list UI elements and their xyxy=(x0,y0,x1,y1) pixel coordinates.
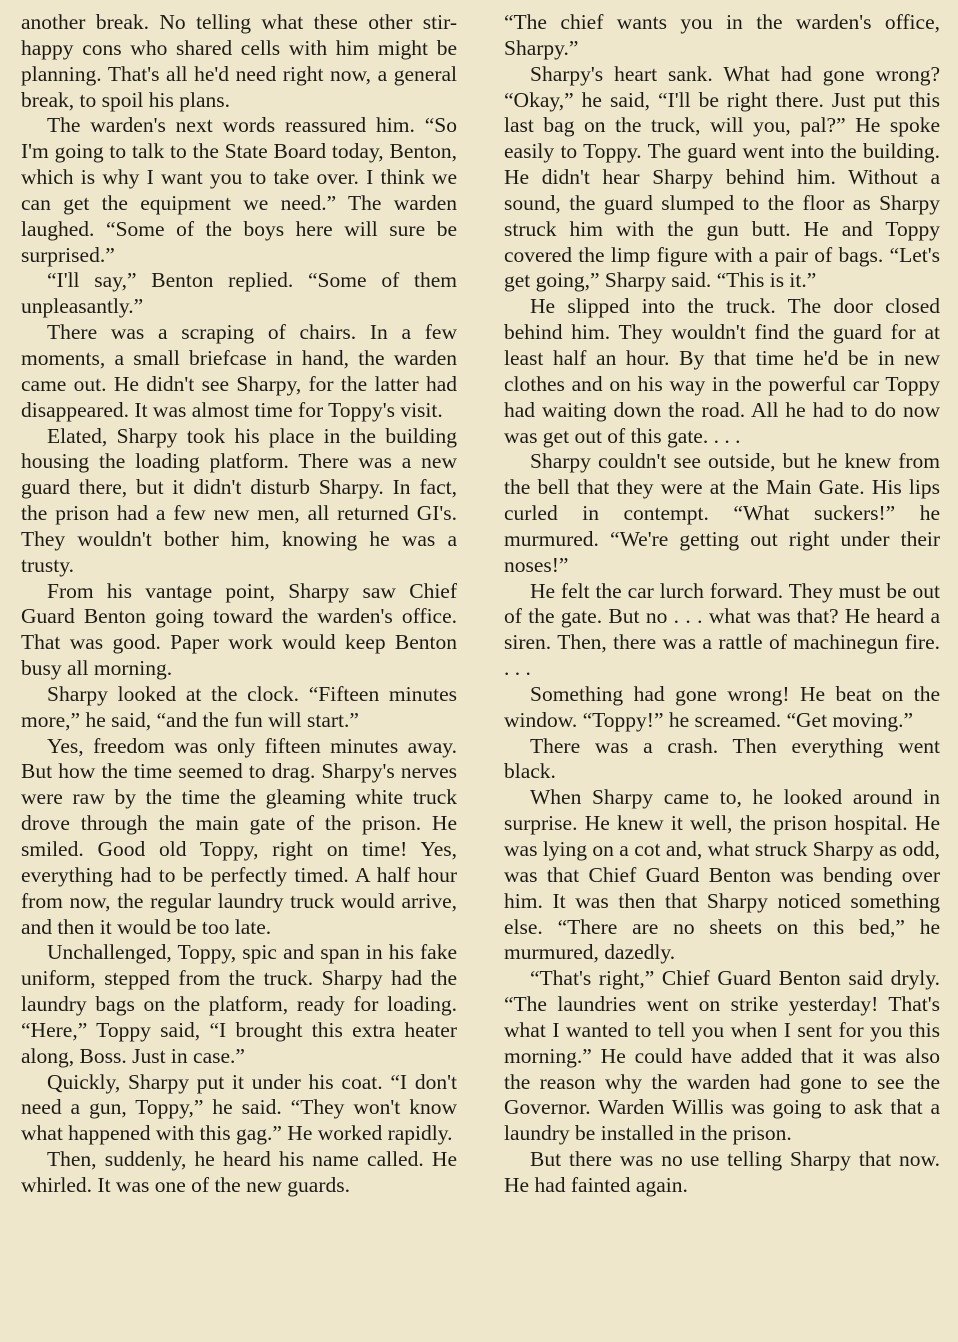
paragraph: But there was no use telling Sharpy that now. He had fainted again. xyxy=(504,1147,940,1197)
paragraph: The warden's next words reassured him. “So I'm going to talk to the State Board today, Benton, which is why I want you to take over. I think we can get the equipment we need.” The warden laughed. “Some of the boys here will sure be surprised.” xyxy=(21,113,457,267)
paragraph: Then, suddenly, he heard his name called. He whirled. It was one of the new guards. xyxy=(21,1147,457,1197)
paragraph: Something had gone wrong! He beat on the window. “Toppy!” he screamed. “Get moving.” xyxy=(504,681,940,732)
paragraph: another break. No telling what these other stir-happy cons who shared cells with him might be planning. That's all he'd need right now, a general break, to spoil his plans. xyxy=(21,10,457,112)
paragraph: There was a scraping of chairs. In a few moments, a small briefcase in hand, the warden came out. He didn't see Sharpy, for the latter had disappeared. It was almost time for Toppy's visit. xyxy=(21,320,457,422)
paragraph: Yes, freedom was only fifteen minutes away. But how the time seemed to drag. Sharpy's nerves were raw by the time the gleaming white truck drove through the main gate of the prison. He smiled. Good old Toppy, right on time! Yes, everything had to be perfectly timed. A half hour from now, the regular laundry truck would arrive, and then it would be too late. xyxy=(21,733,457,939)
paragraph: “The chief wants you in the warden's office, Sharpy.” xyxy=(504,10,940,60)
paragraph: “I'll say,” Benton replied. “Some of them unpleasantly.” xyxy=(21,268,457,319)
paragraph: Sharpy looked at the clock. “Fifteen minutes more,” he said, “and the fun will start.” xyxy=(21,681,457,732)
paragraph: When Sharpy came to, he looked around in surprise. He knew it well, the prison hospital. He was lying on a cot and, what struck Sharpy as odd, was that Chief Guard Benton was bending over him. It was then that Sharpy noticed something else. “There are no sheets on this bed,” he murmured, dazedly. xyxy=(504,785,940,965)
paragraph: Quickly, Sharpy put it under his coat. “I don't need a gun, Toppy,” he said. “They won't know what happened with this gag.” He worked rapidly. xyxy=(21,1069,457,1146)
right-column xyxy=(504,10,940,1199)
paragraph: “That's right,” Chief Guard Benton said dryly. “The laundries went on strike yesterday! That's what I wanted to tell you when I sent for you this morning.” He could have added that it was also the reason why the warden had gone to see the Governor. Warden Willis was going to ask that a laundry be installed in the prison. xyxy=(504,966,940,1146)
paragraph: There was a crash. Then everything went black. xyxy=(504,733,940,784)
paragraph: Sharpy's heart sank. What had gone wrong? “Okay,” he said, “I'll be right there. Just put this last bag on the truck, will you, pal?” He spoke easily to Toppy. The guard went into the building. He didn't hear Sharpy behind him. Without a sound, the guard slumped to the floor as Sharpy struck him with the gun butt. He and Toppy covered the limp figure with a pair of bags. “Let's get going,” Sharpy said. “This is it.” xyxy=(504,61,940,293)
left-column xyxy=(21,10,457,1199)
paragraph: He slipped into the truck. The door closed behind him. They wouldn't find the guard for at least half an hour. By that time he'd be in new clothes and on his way in the powerful car Toppy had waiting down the road. All he had to do now was get out of this gate. . . . xyxy=(504,294,940,448)
paragraph: Unchallenged, Toppy, spic and span in his fake uniform, stepped from the truck. Sharpy had the laundry bags on the platform, ready for loading. “Here,” Toppy said, “I brought this extra heater along, Boss. Just in case.” xyxy=(21,940,457,1068)
paragraph: Sharpy couldn't see outside, but he knew from the bell that they were at the Main Gate. His lips curled in contempt. “What suckers!” he murmured. “We're getting out right under their noses!” xyxy=(504,449,940,577)
paragraph: From his vantage point, Sharpy saw Chief Guard Benton going toward the warden's office. That was good. Paper work would keep Benton busy all morning. xyxy=(21,578,457,681)
paragraph: Elated, Sharpy took his place in the building housing the loading platform. There was a new guard there, but it didn't disturb Sharpy. In fact, the prison had a few new men, all returned GI's. They wouldn't bother him, knowing he was a trusty. xyxy=(21,423,457,577)
paragraph: He felt the car lurch forward. They must be out of the gate. But no . . . what was that? He heard a siren. Then, there was a rattle of machinegun fire. . . . xyxy=(504,578,940,681)
